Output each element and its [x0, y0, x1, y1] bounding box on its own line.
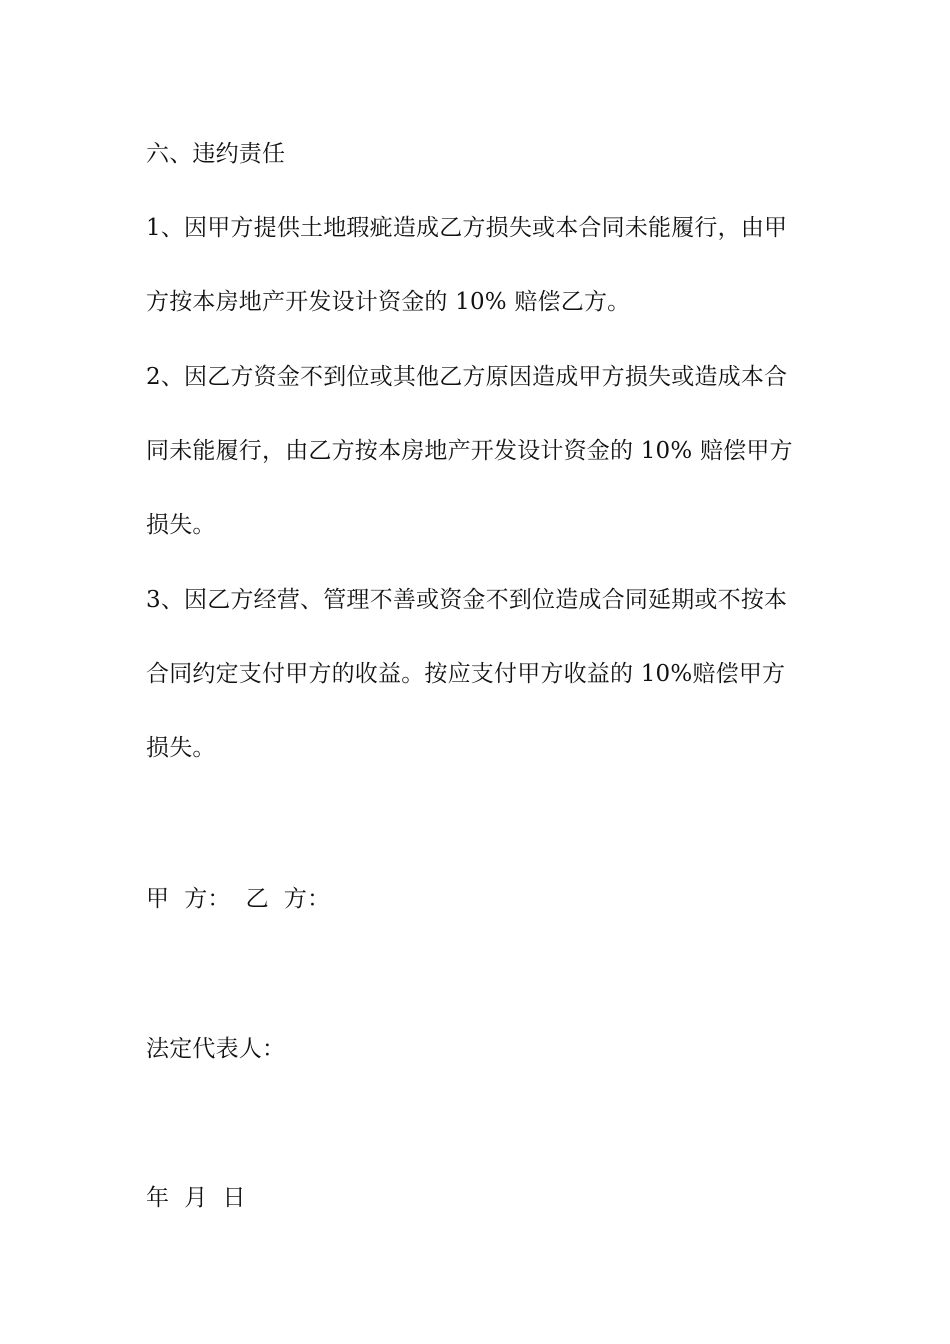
- clause-3-line-2: 合同约定支付甲方的收益。按应支付甲方收益的 10%赔偿甲方: [146, 661, 786, 687]
- clause-2-line-2: 同未能履行，由乙方按本房地产开发设计资金的 10% 赔偿甲方: [146, 438, 793, 464]
- clause-2-line-1: 2、因乙方资金不到位或其他乙方原因造成甲方损失或造成本合: [146, 364, 788, 390]
- signature-parties: 甲 方： 乙 方：: [146, 886, 331, 912]
- section-heading: 六、违约责任: [146, 141, 286, 167]
- signature-representative: 法定代表人：: [146, 1036, 286, 1062]
- clause-3-line-1: 3、因乙方经营、管理不善或资金不到位造成合同延期或不按本: [146, 587, 788, 613]
- clause-2-line-3: 损失。: [146, 512, 216, 538]
- clause-1-line-1: 1、因甲方提供土地瑕疵造成乙方损失或本合同未能履行，由甲: [146, 215, 788, 241]
- clause-3-line-3: 损失。: [146, 735, 216, 761]
- signature-date: 年 月 日: [146, 1185, 246, 1211]
- clause-1-line-2: 方按本房地产开发设计资金的 10% 赔偿乙方。: [146, 289, 631, 315]
